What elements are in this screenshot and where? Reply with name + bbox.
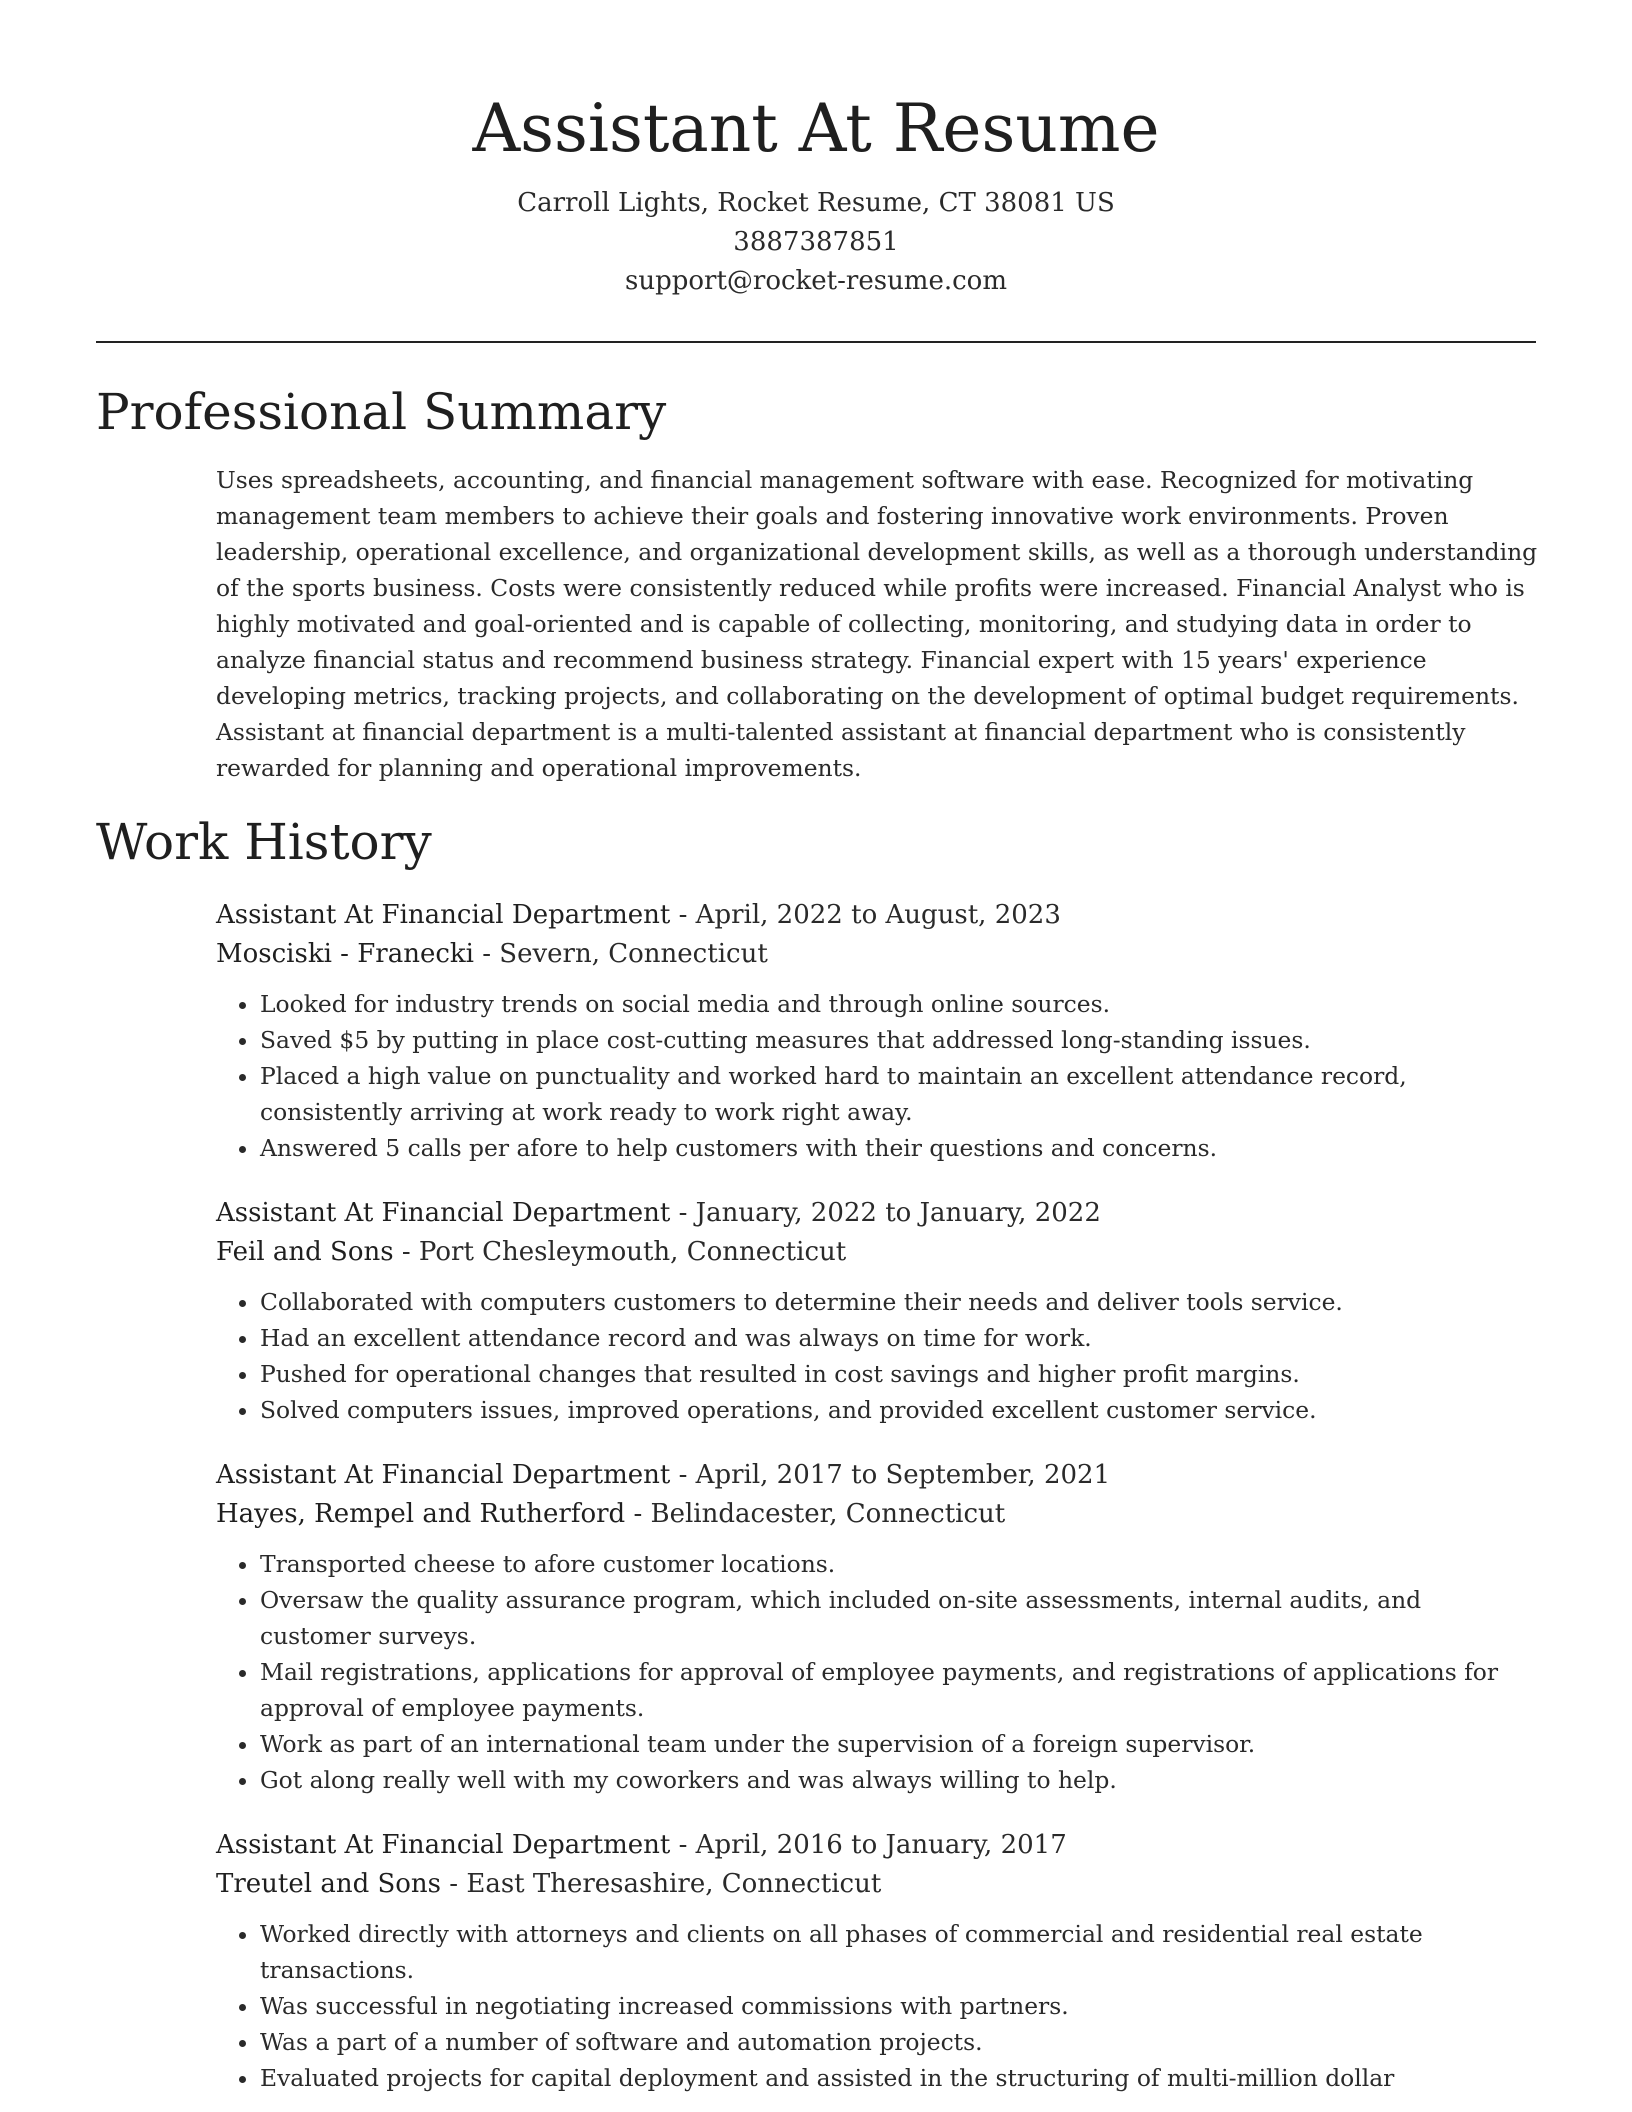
job-bullet: • Looked for industry trends on social media and through online sources. (260, 986, 1538, 1022)
job-entry (216, 896, 1538, 1166)
job-dates: - April, 2016 to January, 2017 (670, 1830, 1067, 1860)
address-text: Carroll Lights, Rocket Resume, CT 38081 US (517, 188, 1115, 218)
header-divider (96, 341, 1536, 343)
job-bullet: • Worked directly with attorneys and clients on all phases of commercial and residential real estate transactions. (260, 1916, 1538, 1988)
job-bullets (216, 1916, 1538, 2096)
job-bullet: • Got along really well with my coworkers and was always willing to help. (260, 1762, 1538, 1798)
job-bullet: • Answered 5 calls per afore to help customers with their questions and concerns. (260, 1130, 1538, 1166)
job-title: Assistant At Financial Department (216, 1830, 671, 1860)
job-entry (216, 1194, 1538, 1428)
job-company: Feil and Sons (216, 1237, 394, 1267)
job-company: Mosciski - Franecki (216, 939, 474, 969)
job-title-line (216, 1194, 1538, 1233)
summary-heading: Professional Summary (96, 383, 667, 441)
job-bullet: • Saved $5 by putting in place cost-cutting measures that addressed long-standing issues. (260, 1022, 1538, 1058)
job-bullet: • Pushed for operational changes that resulted in cost savings and higher profit margins. (260, 1356, 1538, 1392)
job-company-line (216, 935, 1538, 974)
job-dates: - April, 2017 to September, 2021 (670, 1460, 1111, 1490)
job-title: Assistant At Financial Department (216, 1198, 671, 1228)
job-location: - Port Chesleymouth, Connecticut (393, 1237, 847, 1267)
job-company-line (216, 1495, 1538, 1534)
work-history-list (216, 896, 1538, 2112)
job-bullet: • Mail registrations, applications for approval of employee payments, and registrations of applications for approval of employee payments. (260, 1654, 1538, 1726)
job-title: Assistant At Financial Department (216, 1460, 671, 1490)
job-bullets (216, 1546, 1538, 1798)
job-location: - East Theresashire, Connecticut (441, 1869, 882, 1899)
job-entry (216, 1826, 1538, 2096)
candidate-name: Assistant At Resume (472, 90, 1160, 167)
job-dates: - April, 2022 to August, 2023 (670, 900, 1061, 930)
job-bullet: • Was a part of a number of software and automation projects. (260, 2024, 1538, 2060)
job-entry (216, 1456, 1538, 1798)
job-title: Assistant At Financial Department (216, 900, 671, 930)
job-location: - Belindacester, Connecticut (625, 1499, 1006, 1529)
summary-paragraph: Uses spreadsheets, accounting, and financial management software with ease. Recognized for motivating management team members to achieve their goals and fostering innovative work environments. Proven leadership, operational excellence, and organizational development skills, as well as a thorough understanding of the sports business. Costs were consistently reduced while profits were increased. Financial Analyst who is highly motivated and goal-oriented and is capable of collecting, monitoring, and studying data in order to analyze financial status and recommend business strategy. Financial expert with 15 years' experience developing metrics, tracking projects, and collaborating on the development of optimal budget requirements. Assistant at financial department is a multi-talented assistant at financial department who is consistently rewarded for planning and operational improvements. (216, 466, 1538, 782)
job-location: - Severn, Connecticut (473, 939, 768, 969)
job-bullet: • Had an excellent attendance record and was always on time for work. (260, 1320, 1538, 1356)
job-bullet: • Collaborated with computers customers to determine their needs and deliver tools service. (260, 1284, 1538, 1320)
work-history-heading: Work History (96, 813, 432, 871)
contact-info (96, 184, 1536, 301)
job-bullet: • Evaluated projects for capital deployment and assisted in the structuring of multi-million dollar (260, 2060, 1538, 2096)
job-bullet: • Solved computers issues, improved operations, and provided excellent customer service. (260, 1392, 1538, 1428)
job-company-line (216, 1233, 1538, 1272)
job-bullet: • Work as part of an international team under the supervision of a foreign supervisor. (260, 1726, 1538, 1762)
job-title-line (216, 896, 1538, 935)
job-bullet: • Placed a high value on punctuality and worked hard to maintain an excellent attendance record, consistently arriving at work ready to work right away. (260, 1058, 1538, 1130)
job-bullet: • Oversaw the quality assurance program, which included on-site assessments, internal audits, and customer surveys. (260, 1582, 1538, 1654)
job-company: Treutel and Sons (216, 1869, 442, 1899)
job-title-line (216, 1826, 1538, 1865)
resume-header (96, 84, 1536, 301)
email-text: support@rocket-resume.com (624, 266, 1007, 296)
job-company-line (216, 1865, 1538, 1904)
job-bullet: • Was successful in negotiating increased commissions with partners. (260, 1988, 1538, 2024)
job-bullets (216, 1284, 1538, 1428)
job-dates: - January, 2022 to January, 2022 (670, 1198, 1101, 1228)
job-bullets (216, 986, 1538, 1166)
phone-text: 3887387851 (733, 227, 899, 257)
job-title-line (216, 1456, 1538, 1495)
job-company: Hayes, Rempel and Rutherford (216, 1499, 626, 1529)
job-bullet: • Transported cheese to afore customer locations. (260, 1546, 1538, 1582)
